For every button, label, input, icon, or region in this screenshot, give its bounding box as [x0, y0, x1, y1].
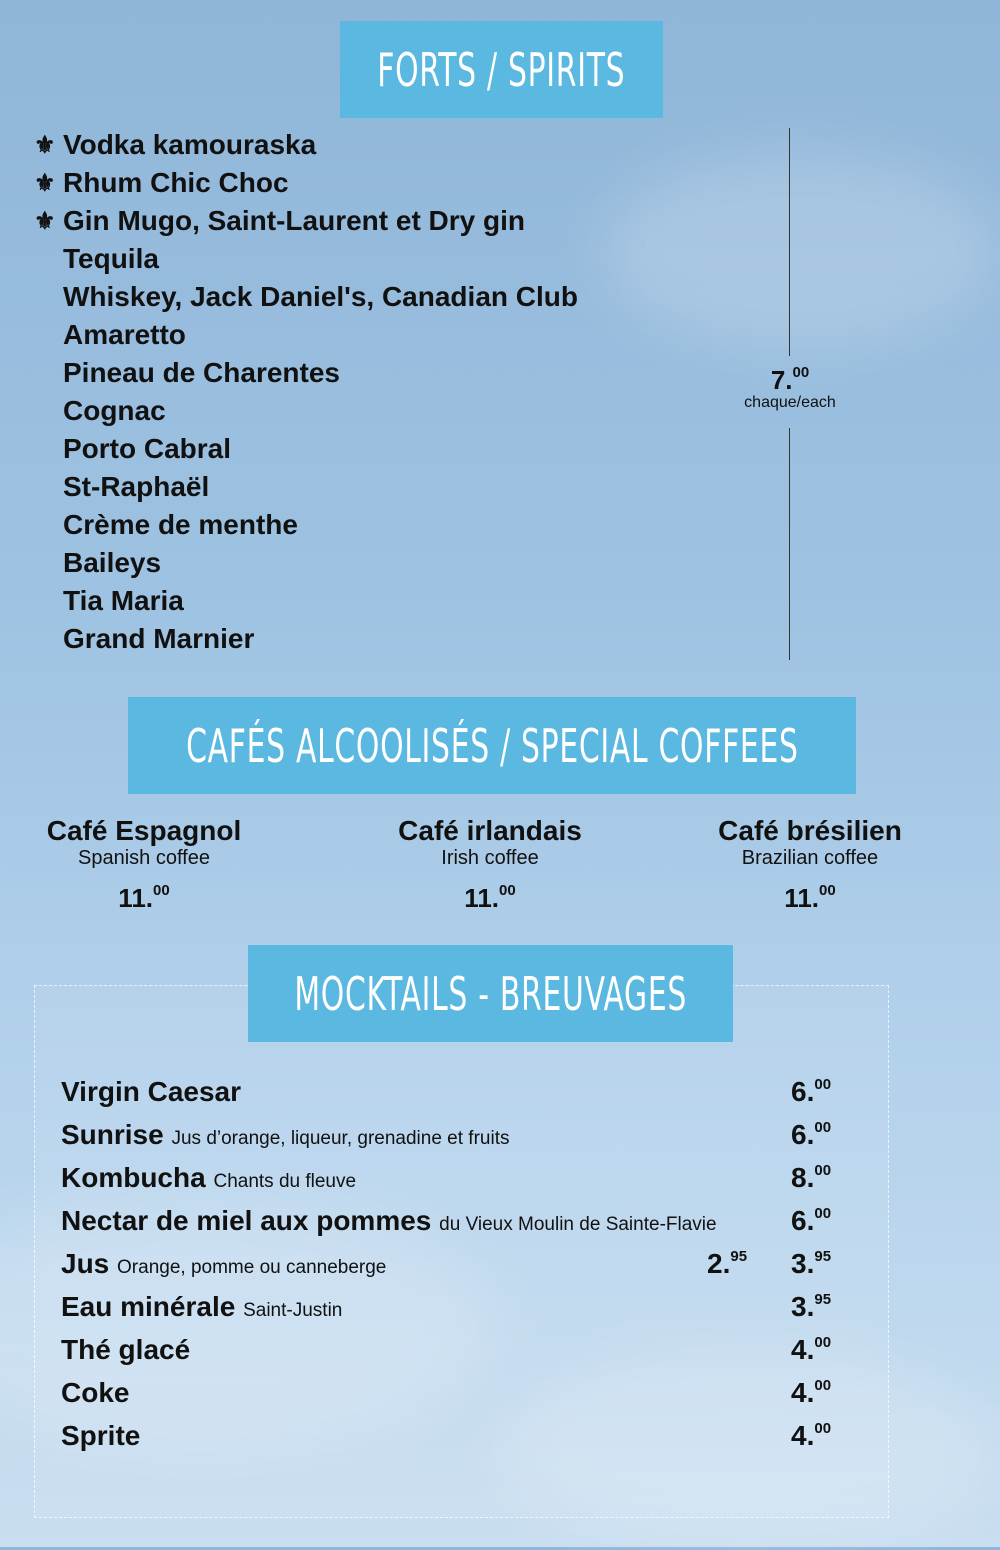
list-item: Tia Maria — [63, 585, 184, 616]
list-item: ⚜ Vodka kamouraska — [34, 129, 317, 160]
table-row: Thé glacé 4.00 — [61, 1334, 832, 1365]
list-item: Baileys — [63, 547, 162, 578]
list-item: Porto Cabral — [63, 433, 232, 464]
fleur-de-lis-icon: ⚜ — [34, 169, 56, 197]
list-item: St-Raphaël — [63, 471, 210, 502]
table-row: Eau minérale Saint-Justin 3.95 — [61, 1291, 832, 1322]
spirits-title: FORTS / SPIRITS — [377, 42, 626, 97]
spirits-price: 7.00 chaque/each — [720, 364, 860, 412]
table-row: Nectar de miel aux pommes du Vieux Moulin de Sainte-Flavie 6.00 — [61, 1205, 832, 1236]
list-item: Pineau de Charentes — [63, 357, 340, 388]
list-item: Cognac — [63, 395, 166, 426]
list-item: ⚜ Gin Mugo, Saint-Laurent et Dry gin — [34, 205, 525, 236]
mocktails-title: MOCKTAILS - BREUVAGES — [294, 966, 687, 1021]
table-row: Kombucha Chants du fleuve 8.00 — [61, 1162, 832, 1193]
table-row: Sprite 4.00 — [61, 1420, 832, 1451]
list-item: Amaretto — [63, 319, 186, 350]
table-row: Sunrise Jus d’orange, liqueur, grenadine et fruits 6.00 — [61, 1119, 832, 1150]
coffee-item: Café Espagnol Spanish coffee 11.00 — [46, 815, 242, 913]
mocktails-banner — [248, 945, 733, 1042]
coffee-item: Café brésilien Brazilian coffee 11.00 — [718, 815, 902, 913]
price-note: chaque/each — [744, 394, 836, 411]
table-row: Virgin Caesar 6.00 — [61, 1076, 832, 1107]
fleur-de-lis-icon: ⚜ — [34, 131, 56, 159]
spirits-list — [34, 126, 734, 658]
list-item: Whiskey, Jack Daniel's, Canadian Club — [63, 281, 578, 312]
table-row: Jus Orange, pomme ou canneberge 2.95 3.95 — [61, 1248, 832, 1279]
coffees-title: CAFÉS ALCOOLISÉS / SPECIAL COFFEES — [185, 718, 799, 773]
table-row: Coke 4.00 — [61, 1377, 832, 1408]
list-item: ⚜ Rhum Chic Choc — [34, 167, 289, 198]
divider — [789, 428, 790, 660]
coffees-banner — [128, 697, 856, 794]
coffee-item: Café irlandais Irish coffee 11.00 — [398, 815, 582, 913]
list-item: Tequila — [63, 243, 159, 274]
list-item: Grand Marnier — [63, 623, 255, 654]
spirits-banner — [340, 21, 663, 118]
list-item: Crème de menthe — [63, 509, 298, 540]
fleur-de-lis-icon: ⚜ — [34, 207, 56, 235]
divider — [789, 128, 790, 356]
